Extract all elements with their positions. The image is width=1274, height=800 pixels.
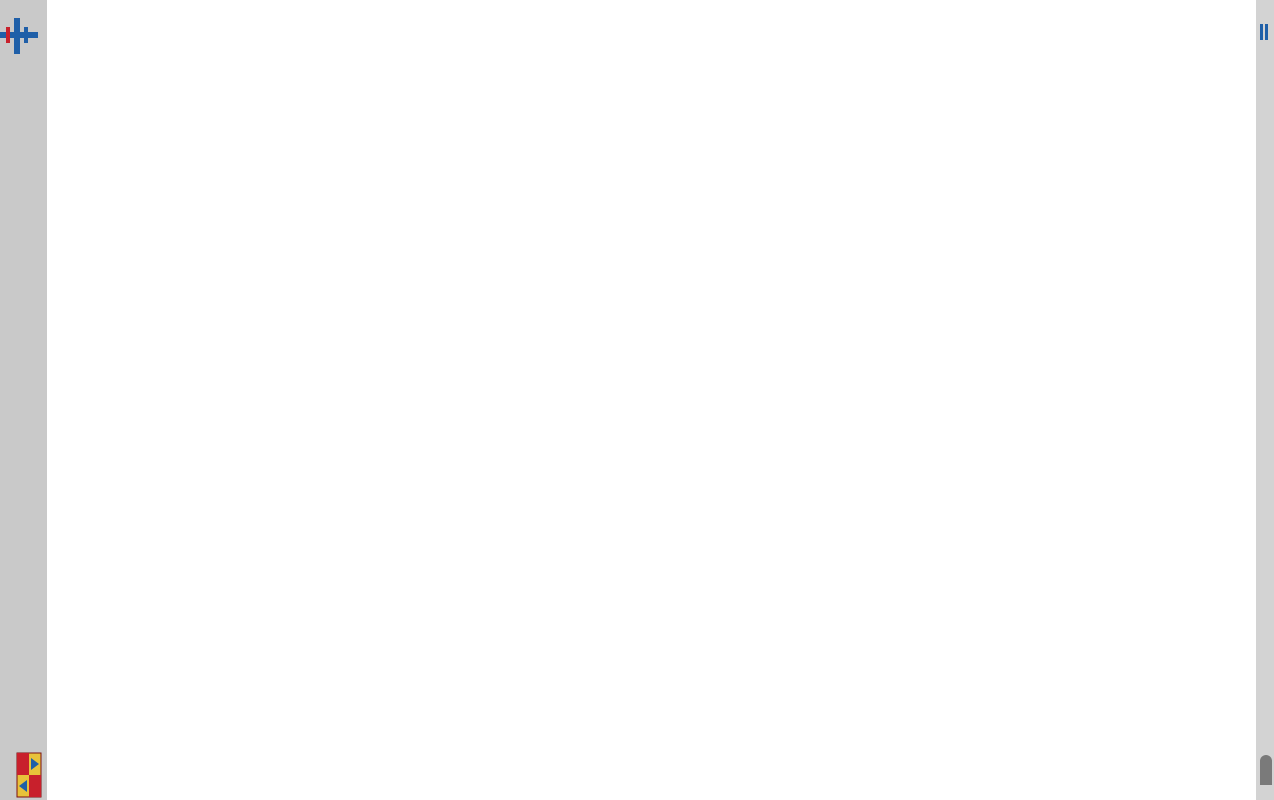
left-sidebar [0, 0, 47, 800]
document-page [91, 150, 1211, 800]
right-scroll-strip[interactable] [1256, 0, 1274, 800]
document-viewport[interactable] [47, 0, 1256, 800]
society-crest-icon [16, 752, 42, 798]
right-edge-handle[interactable] [1260, 755, 1272, 785]
university-cross-logo [0, 18, 38, 54]
right-edge-marker-icon [1258, 22, 1272, 42]
